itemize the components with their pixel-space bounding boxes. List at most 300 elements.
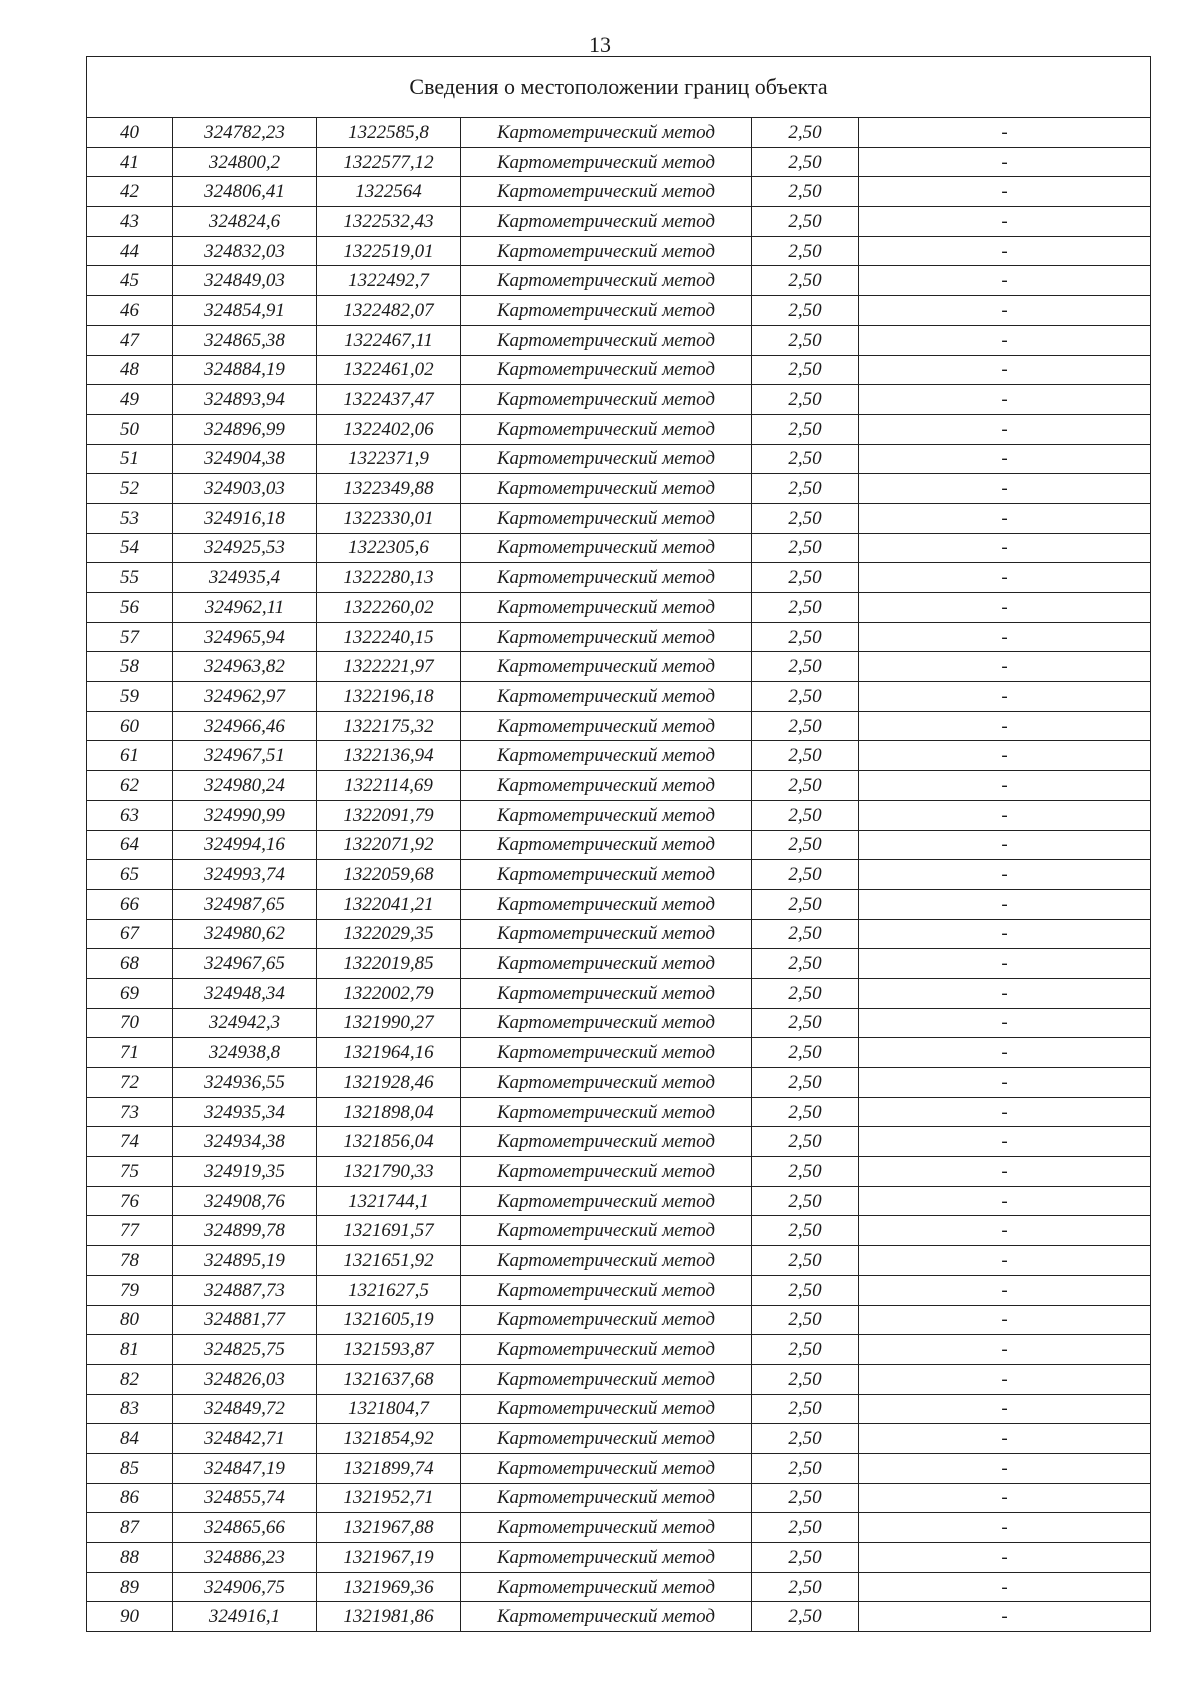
coordinate-x-cell: 324782,23	[173, 118, 317, 148]
method-cell: Картометрический метод	[461, 325, 752, 355]
accuracy-cell: 2,50	[752, 1335, 859, 1365]
coordinate-y-cell: 1321964,16	[317, 1038, 461, 1068]
description-cell: -	[859, 414, 1151, 444]
coordinate-x-cell: 324847,19	[173, 1453, 317, 1483]
accuracy-cell: 2,50	[752, 503, 859, 533]
coordinate-x-cell: 324963,82	[173, 652, 317, 682]
coordinate-x-cell: 324925,53	[173, 533, 317, 563]
accuracy-cell: 2,50	[752, 889, 859, 919]
coordinate-y-cell: 1321651,92	[317, 1246, 461, 1276]
description-cell: -	[859, 741, 1151, 771]
coordinate-y-cell: 1322196,18	[317, 682, 461, 712]
description-cell: -	[859, 919, 1151, 949]
method-cell: Картометрический метод	[461, 296, 752, 326]
accuracy-cell: 2,50	[752, 1068, 859, 1098]
point-number-cell: 83	[87, 1394, 173, 1424]
description-cell: -	[859, 800, 1151, 830]
table-row	[87, 1186, 1151, 1216]
coordinate-x-cell: 324832,03	[173, 236, 317, 266]
accuracy-cell: 2,50	[752, 1602, 859, 1632]
accuracy-cell: 2,50	[752, 147, 859, 177]
point-number-cell: 75	[87, 1157, 173, 1187]
description-cell: -	[859, 236, 1151, 266]
table-row	[87, 1453, 1151, 1483]
table-row	[87, 1572, 1151, 1602]
coordinate-y-cell: 1322029,35	[317, 919, 461, 949]
accuracy-cell: 2,50	[752, 711, 859, 741]
description-cell: -	[859, 622, 1151, 652]
accuracy-cell: 2,50	[752, 207, 859, 237]
method-cell: Картометрический метод	[461, 919, 752, 949]
coordinate-y-cell: 1322437,47	[317, 385, 461, 415]
description-cell: -	[859, 1008, 1151, 1038]
method-cell: Картометрический метод	[461, 711, 752, 741]
method-cell: Картометрический метод	[461, 1008, 752, 1038]
method-cell: Картометрический метод	[461, 355, 752, 385]
coordinate-x-cell: 324934,38	[173, 1127, 317, 1157]
method-cell: Картометрический метод	[461, 177, 752, 207]
method-cell: Картометрический метод	[461, 949, 752, 979]
point-number-cell: 76	[87, 1186, 173, 1216]
accuracy-cell: 2,50	[752, 1364, 859, 1394]
method-cell: Картометрический метод	[461, 889, 752, 919]
coordinate-y-cell: 1321981,86	[317, 1602, 461, 1632]
method-cell: Картометрический метод	[461, 593, 752, 623]
method-cell: Картометрический метод	[461, 1068, 752, 1098]
accuracy-cell: 2,50	[752, 414, 859, 444]
coordinate-y-cell: 1321952,71	[317, 1483, 461, 1513]
accuracy-cell: 2,50	[752, 1394, 859, 1424]
description-cell: -	[859, 355, 1151, 385]
table-row	[87, 1275, 1151, 1305]
description-cell: -	[859, 533, 1151, 563]
point-number-cell: 80	[87, 1305, 173, 1335]
method-cell: Картометрический метод	[461, 622, 752, 652]
coordinate-y-cell: 1322175,32	[317, 711, 461, 741]
coordinate-y-cell: 1321627,5	[317, 1275, 461, 1305]
description-cell: -	[859, 325, 1151, 355]
method-cell: Картометрический метод	[461, 1275, 752, 1305]
table-row	[87, 741, 1151, 771]
point-number-cell: 44	[87, 236, 173, 266]
accuracy-cell: 2,50	[752, 1424, 859, 1454]
description-cell: -	[859, 1186, 1151, 1216]
accuracy-cell: 2,50	[752, 1453, 859, 1483]
coordinate-x-cell: 324906,75	[173, 1572, 317, 1602]
coordinate-y-cell: 1321969,36	[317, 1572, 461, 1602]
accuracy-cell: 2,50	[752, 1572, 859, 1602]
description-cell: -	[859, 889, 1151, 919]
table-row	[87, 682, 1151, 712]
method-cell: Картометрический метод	[461, 682, 752, 712]
point-number-cell: 54	[87, 533, 173, 563]
coordinate-y-cell: 1322019,85	[317, 949, 461, 979]
coordinate-y-cell: 1321967,88	[317, 1513, 461, 1543]
table-row	[87, 385, 1151, 415]
description-cell: -	[859, 1424, 1151, 1454]
description-cell: -	[859, 1394, 1151, 1424]
coordinate-y-cell: 1322280,13	[317, 563, 461, 593]
table-row	[87, 266, 1151, 296]
coordinate-x-cell: 324893,94	[173, 385, 317, 415]
description-cell: -	[859, 1127, 1151, 1157]
description-cell: -	[859, 1335, 1151, 1365]
table-row	[87, 1335, 1151, 1365]
coordinate-y-cell: 1322371,9	[317, 444, 461, 474]
accuracy-cell: 2,50	[752, 118, 859, 148]
table-row	[87, 355, 1151, 385]
table-row	[87, 1008, 1151, 1038]
point-number-cell: 89	[87, 1572, 173, 1602]
description-cell: -	[859, 503, 1151, 533]
accuracy-cell: 2,50	[752, 1008, 859, 1038]
point-number-cell: 56	[87, 593, 173, 623]
method-cell: Картометрический метод	[461, 741, 752, 771]
accuracy-cell: 2,50	[752, 474, 859, 504]
coordinate-x-cell: 324886,23	[173, 1543, 317, 1573]
coordinate-y-cell: 1321691,57	[317, 1216, 461, 1246]
coordinate-x-cell: 324993,74	[173, 860, 317, 890]
coordinate-y-cell: 1322519,01	[317, 236, 461, 266]
coordinate-y-cell: 1322461,02	[317, 355, 461, 385]
method-cell: Картометрический метод	[461, 652, 752, 682]
point-number-cell: 42	[87, 177, 173, 207]
accuracy-cell: 2,50	[752, 563, 859, 593]
coordinate-y-cell: 1322577,12	[317, 147, 461, 177]
table-row	[87, 1364, 1151, 1394]
description-cell: -	[859, 1513, 1151, 1543]
coordinate-y-cell: 1322240,15	[317, 622, 461, 652]
method-cell: Картометрический метод	[461, 533, 752, 563]
accuracy-cell: 2,50	[752, 1275, 859, 1305]
accuracy-cell: 2,50	[752, 325, 859, 355]
coordinate-y-cell: 1321854,92	[317, 1424, 461, 1454]
point-number-cell: 43	[87, 207, 173, 237]
description-cell: -	[859, 266, 1151, 296]
accuracy-cell: 2,50	[752, 682, 859, 712]
accuracy-cell: 2,50	[752, 919, 859, 949]
coordinate-y-cell: 1322114,69	[317, 771, 461, 801]
coordinate-x-cell: 324884,19	[173, 355, 317, 385]
page-number: 13	[589, 32, 611, 57]
description-cell: -	[859, 711, 1151, 741]
method-cell: Картометрический метод	[461, 207, 752, 237]
method-cell: Картометрический метод	[461, 1305, 752, 1335]
table-row	[87, 563, 1151, 593]
description-cell: -	[859, 1275, 1151, 1305]
accuracy-cell: 2,50	[752, 1483, 859, 1513]
accuracy-cell: 2,50	[752, 800, 859, 830]
coordinate-y-cell: 1321928,46	[317, 1068, 461, 1098]
method-cell: Картометрический метод	[461, 503, 752, 533]
accuracy-cell: 2,50	[752, 444, 859, 474]
coordinate-y-cell: 1322585,8	[317, 118, 461, 148]
coordinate-x-cell: 324806,41	[173, 177, 317, 207]
method-cell: Картометрический метод	[461, 800, 752, 830]
coordinate-x-cell: 324826,03	[173, 1364, 317, 1394]
table-row	[87, 1394, 1151, 1424]
coordinate-x-cell: 324896,99	[173, 414, 317, 444]
table-row	[87, 1424, 1151, 1454]
coordinate-y-cell: 1322221,97	[317, 652, 461, 682]
method-cell: Картометрический метод	[461, 771, 752, 801]
accuracy-cell: 2,50	[752, 978, 859, 1008]
description-cell: -	[859, 1364, 1151, 1394]
coordinate-x-cell: 324825,75	[173, 1335, 317, 1365]
table-row	[87, 919, 1151, 949]
description-cell: -	[859, 949, 1151, 979]
coordinate-x-cell: 324936,55	[173, 1068, 317, 1098]
table-row	[87, 1305, 1151, 1335]
accuracy-cell: 2,50	[752, 296, 859, 326]
table-row	[87, 325, 1151, 355]
coordinate-x-cell: 324865,66	[173, 1513, 317, 1543]
accuracy-cell: 2,50	[752, 1513, 859, 1543]
method-cell: Картометрический метод	[461, 1216, 752, 1246]
method-cell: Картометрический метод	[461, 474, 752, 504]
method-cell: Картометрический метод	[461, 563, 752, 593]
method-cell: Картометрический метод	[461, 444, 752, 474]
point-number-cell: 67	[87, 919, 173, 949]
table-row	[87, 1216, 1151, 1246]
table-row	[87, 889, 1151, 919]
point-number-cell: 90	[87, 1602, 173, 1632]
point-number-cell: 46	[87, 296, 173, 326]
accuracy-cell: 2,50	[752, 949, 859, 979]
point-number-cell: 88	[87, 1543, 173, 1573]
description-cell: -	[859, 1543, 1151, 1573]
coordinate-y-cell: 1322091,79	[317, 800, 461, 830]
coordinate-x-cell: 324903,03	[173, 474, 317, 504]
coordinate-x-cell: 324990,99	[173, 800, 317, 830]
coordinate-x-cell: 324908,76	[173, 1186, 317, 1216]
accuracy-cell: 2,50	[752, 771, 859, 801]
coordinate-x-cell: 324800,2	[173, 147, 317, 177]
table-row	[87, 711, 1151, 741]
method-cell: Картометрический метод	[461, 1097, 752, 1127]
accuracy-cell: 2,50	[752, 741, 859, 771]
coordinate-x-cell: 324935,34	[173, 1097, 317, 1127]
coordinate-x-cell: 324962,97	[173, 682, 317, 712]
coordinate-x-cell: 324865,38	[173, 325, 317, 355]
coordinate-x-cell: 324895,19	[173, 1246, 317, 1276]
coordinate-x-cell: 324980,24	[173, 771, 317, 801]
accuracy-cell: 2,50	[752, 1246, 859, 1276]
point-number-cell: 64	[87, 830, 173, 860]
table-row	[87, 949, 1151, 979]
point-number-cell: 69	[87, 978, 173, 1008]
method-cell: Картометрический метод	[461, 1335, 752, 1365]
description-cell: -	[859, 474, 1151, 504]
method-cell: Картометрический метод	[461, 1186, 752, 1216]
coordinate-y-cell: 1322482,07	[317, 296, 461, 326]
coordinate-y-cell: 1322136,94	[317, 741, 461, 771]
description-cell: -	[859, 1246, 1151, 1276]
table-row	[87, 414, 1151, 444]
description-cell: -	[859, 1097, 1151, 1127]
coordinate-x-cell: 324842,71	[173, 1424, 317, 1454]
point-number-cell: 55	[87, 563, 173, 593]
table-row	[87, 118, 1151, 148]
coordinate-x-cell: 324980,62	[173, 919, 317, 949]
description-cell: -	[859, 385, 1151, 415]
table-row	[87, 236, 1151, 266]
coordinate-y-cell: 1322059,68	[317, 860, 461, 890]
accuracy-cell: 2,50	[752, 533, 859, 563]
description-cell: -	[859, 1602, 1151, 1632]
coordinate-y-cell: 1322071,92	[317, 830, 461, 860]
coordinate-y-cell: 1321744,1	[317, 1186, 461, 1216]
method-cell: Картометрический метод	[461, 236, 752, 266]
method-cell: Картометрический метод	[461, 414, 752, 444]
coordinate-y-cell: 1321967,19	[317, 1543, 461, 1573]
table-row	[87, 177, 1151, 207]
method-cell: Картометрический метод	[461, 1364, 752, 1394]
description-cell: -	[859, 830, 1151, 860]
point-number-cell: 40	[87, 118, 173, 148]
coordinate-y-cell: 1322330,01	[317, 503, 461, 533]
point-number-cell: 72	[87, 1068, 173, 1098]
coordinate-x-cell: 324899,78	[173, 1216, 317, 1246]
method-cell: Картометрический метод	[461, 266, 752, 296]
method-cell: Картометрический метод	[461, 1453, 752, 1483]
coordinate-x-cell: 324935,4	[173, 563, 317, 593]
table-row	[87, 652, 1151, 682]
method-cell: Картометрический метод	[461, 118, 752, 148]
method-cell: Картометрический метод	[461, 1602, 752, 1632]
method-cell: Картометрический метод	[461, 1483, 752, 1513]
point-number-cell: 68	[87, 949, 173, 979]
description-cell: -	[859, 593, 1151, 623]
table-row	[87, 296, 1151, 326]
point-number-cell: 47	[87, 325, 173, 355]
description-cell: -	[859, 978, 1151, 1008]
coordinate-x-cell: 324849,72	[173, 1394, 317, 1424]
accuracy-cell: 2,50	[752, 593, 859, 623]
description-cell: -	[859, 1216, 1151, 1246]
method-cell: Картометрический метод	[461, 1394, 752, 1424]
method-cell: Картометрический метод	[461, 1543, 752, 1573]
description-cell: -	[859, 860, 1151, 890]
point-number-cell: 58	[87, 652, 173, 682]
table-row	[87, 1483, 1151, 1513]
coordinate-x-cell: 324967,65	[173, 949, 317, 979]
coordinate-y-cell: 1321637,68	[317, 1364, 461, 1394]
description-cell: -	[859, 1157, 1151, 1187]
accuracy-cell: 2,50	[752, 622, 859, 652]
coordinate-x-cell: 324994,16	[173, 830, 317, 860]
coordinate-x-cell: 324887,73	[173, 1275, 317, 1305]
coordinate-y-cell: 1321856,04	[317, 1127, 461, 1157]
point-number-cell: 52	[87, 474, 173, 504]
point-number-cell: 65	[87, 860, 173, 890]
point-number-cell: 73	[87, 1097, 173, 1127]
accuracy-cell: 2,50	[752, 860, 859, 890]
description-cell: -	[859, 1068, 1151, 1098]
coordinate-y-cell: 1322492,7	[317, 266, 461, 296]
table-row	[87, 1127, 1151, 1157]
method-cell: Картометрический метод	[461, 1513, 752, 1543]
coordinate-x-cell: 324962,11	[173, 593, 317, 623]
coordinate-x-cell: 324966,46	[173, 711, 317, 741]
table-row	[87, 207, 1151, 237]
coordinate-x-cell: 324942,3	[173, 1008, 317, 1038]
table-row	[87, 444, 1151, 474]
point-number-cell: 84	[87, 1424, 173, 1454]
table-row	[87, 622, 1151, 652]
coordinate-y-cell: 1322532,43	[317, 207, 461, 237]
point-number-cell: 60	[87, 711, 173, 741]
description-cell: -	[859, 118, 1151, 148]
accuracy-cell: 2,50	[752, 652, 859, 682]
accuracy-cell: 2,50	[752, 1038, 859, 1068]
coordinate-x-cell: 324854,91	[173, 296, 317, 326]
accuracy-cell: 2,50	[752, 177, 859, 207]
coordinate-x-cell: 324881,77	[173, 1305, 317, 1335]
table-row	[87, 593, 1151, 623]
table-row	[87, 860, 1151, 890]
coordinate-x-cell: 324855,74	[173, 1483, 317, 1513]
coordinate-y-cell: 1321899,74	[317, 1453, 461, 1483]
point-number-cell: 62	[87, 771, 173, 801]
point-number-cell: 49	[87, 385, 173, 415]
accuracy-cell: 2,50	[752, 1216, 859, 1246]
accuracy-cell: 2,50	[752, 1097, 859, 1127]
table-row	[87, 1097, 1151, 1127]
description-cell: -	[859, 177, 1151, 207]
point-number-cell: 85	[87, 1453, 173, 1483]
point-number-cell: 82	[87, 1364, 173, 1394]
table-row	[87, 147, 1151, 177]
coordinate-x-cell: 324938,8	[173, 1038, 317, 1068]
table-row	[87, 474, 1151, 504]
method-cell: Картометрический метод	[461, 385, 752, 415]
coordinate-y-cell: 1321898,04	[317, 1097, 461, 1127]
description-cell: -	[859, 1483, 1151, 1513]
point-number-cell: 51	[87, 444, 173, 474]
coordinate-y-cell: 1322041,21	[317, 889, 461, 919]
coordinate-y-cell: 1322305,6	[317, 533, 461, 563]
description-cell: -	[859, 1305, 1151, 1335]
method-cell: Картометрический метод	[461, 978, 752, 1008]
point-number-cell: 45	[87, 266, 173, 296]
point-number-cell: 81	[87, 1335, 173, 1365]
table-title: Сведения о местоположении границ объекта	[87, 57, 1151, 118]
table-row	[87, 800, 1151, 830]
coordinate-x-cell: 324965,94	[173, 622, 317, 652]
coordinate-y-cell: 1321804,7	[317, 1394, 461, 1424]
table-title-row	[87, 57, 1151, 118]
coordinate-y-cell: 1321790,33	[317, 1157, 461, 1187]
coordinate-y-cell: 1322402,06	[317, 414, 461, 444]
coordinate-x-cell: 324916,1	[173, 1602, 317, 1632]
table-row	[87, 1513, 1151, 1543]
description-cell: -	[859, 682, 1151, 712]
point-number-cell: 74	[87, 1127, 173, 1157]
coordinate-x-cell: 324987,65	[173, 889, 317, 919]
table-row	[87, 1602, 1151, 1632]
method-cell: Картометрический метод	[461, 1572, 752, 1602]
description-cell: -	[859, 1453, 1151, 1483]
method-cell: Картометрический метод	[461, 860, 752, 890]
method-cell: Картометрический метод	[461, 830, 752, 860]
description-cell: -	[859, 652, 1151, 682]
coordinate-x-cell: 324919,35	[173, 1157, 317, 1187]
method-cell: Картометрический метод	[461, 147, 752, 177]
point-number-cell: 41	[87, 147, 173, 177]
coordinate-x-cell: 324916,18	[173, 503, 317, 533]
table-row	[87, 1157, 1151, 1187]
